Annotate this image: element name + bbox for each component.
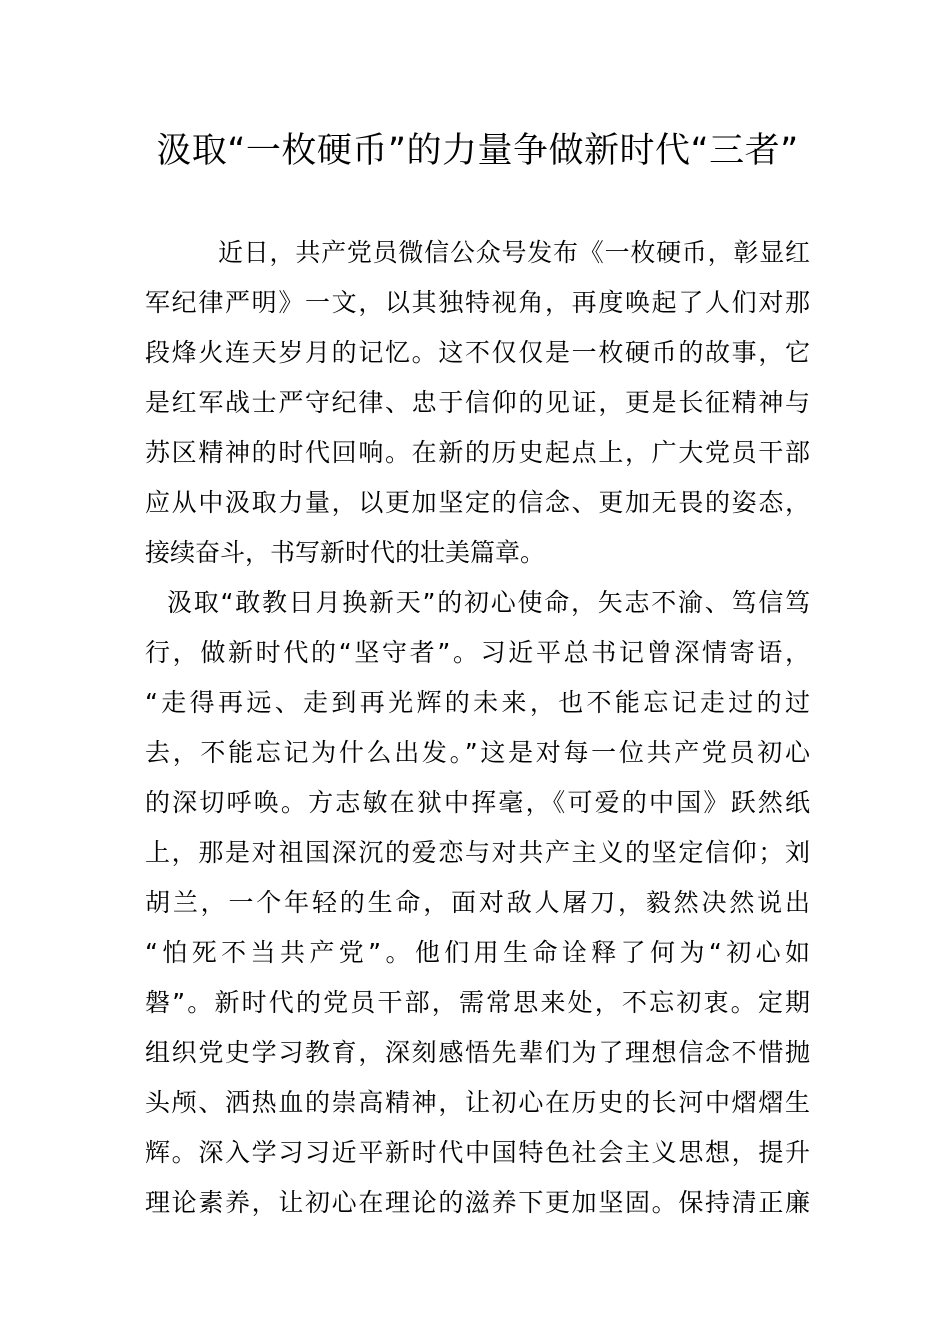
paragraph-1-line: 是红军战士严守纪律、忠于信仰的见证，更是长征精神与 bbox=[145, 388, 810, 417]
document-title: 汲取“一枚硬币”的力量争做新时代“三者” bbox=[156, 131, 799, 171]
paragraph-2-line: 去，不能忘记为什么出发。”这是对每一位共产党员初心 bbox=[145, 738, 810, 767]
paragraph-2-line: 行，做新时代的“坚守者”。习近平总书记曾深情寄语， bbox=[145, 638, 810, 667]
paragraph-2-line: “怕死不当共产党”。他们用生命诠释了何为“初心如 bbox=[145, 938, 810, 967]
paragraph-2-line: 头颅、洒热血的崇高精神，让初心在历史的长河中熠熠生 bbox=[145, 1088, 810, 1117]
document-body bbox=[145, 228, 810, 1228]
paragraph-2-line: 辉。深入学习习近平新时代中国特色社会主义思想，提升 bbox=[145, 1138, 810, 1167]
paragraph-1-line: 段烽火连天岁月的记忆。这不仅仅是一枚硬币的故事，它 bbox=[145, 338, 810, 367]
paragraph-1-line: 军纪律严明》一文，以其独特视角，再度唤起了人们对那 bbox=[145, 288, 810, 317]
paragraph-2-line: 汲取“敢教日月换新天”的初心使命，矢志不渝、笃信笃 bbox=[167, 588, 810, 617]
paragraph-2-line: 的深切呼唤。方志敏在狱中挥毫，《可爱的中国》跃然纸 bbox=[145, 788, 810, 817]
paragraph-2-line: 理论素养，让初心在理论的滋养下更加坚固。保持清正廉 bbox=[145, 1188, 810, 1217]
paragraph-2-line: “走得再远、走到再光辉的未来，也不能忘记走过的过 bbox=[145, 688, 810, 717]
paragraph-1-line: 接续奋斗，书写新时代的壮美篇章。 bbox=[145, 538, 546, 567]
paragraph-2-line: 胡兰，一个年轻的生命，面对敌人屠刀，毅然决然说出 bbox=[145, 888, 810, 917]
paragraph-1-line: 苏区精神的时代回响。在新的历史起点上，广大党员干部 bbox=[145, 438, 810, 467]
paragraph-2-line: 组织党史学习教育，深刻感悟先辈们为了理想信念不惜抛 bbox=[145, 1038, 810, 1067]
paragraph-1-line: 应从中汲取力量，以更加坚定的信念、更加无畏的姿态， bbox=[145, 488, 810, 517]
paragraph-2-line: 上，那是对祖国深沉的爱恋与对共产主义的坚定信仰；刘 bbox=[145, 838, 810, 867]
paragraph-1-line: 近日，共产党员微信公众号发布《一枚硬币，彰显红 bbox=[218, 238, 810, 267]
paragraph-2-line: 磐”。新时代的党员干部，需常思来处，不忘初衷。定期 bbox=[145, 988, 810, 1017]
